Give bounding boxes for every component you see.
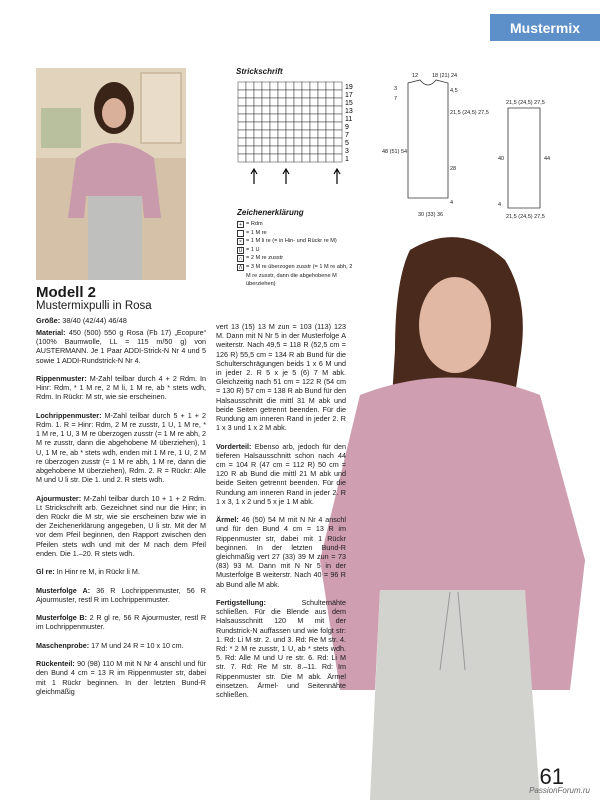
chart-cell <box>270 98 278 106</box>
chart-cell <box>254 98 262 106</box>
paragraph <box>216 598 346 699</box>
chart-cell <box>254 90 262 98</box>
chart-title: Strickschrift <box>236 67 283 76</box>
chart-cell <box>302 90 310 98</box>
paragraph <box>36 659 206 696</box>
chart-cell <box>278 130 286 138</box>
chart-cell <box>286 114 294 122</box>
paragraph <box>36 641 206 650</box>
size-schematic <box>380 68 570 233</box>
chart-cell <box>254 146 262 154</box>
chart-cell <box>286 106 294 114</box>
chart-cell <box>278 106 286 114</box>
chart-cell <box>246 98 254 106</box>
chart-cell <box>310 146 318 154</box>
chart-cell <box>270 114 278 122</box>
paragraph-label: Vorderteil: <box>216 441 252 451</box>
chart-cell <box>318 154 326 162</box>
chart-cell <box>294 106 302 114</box>
chart-cell <box>278 90 286 98</box>
chart-cell <box>318 90 326 98</box>
model-title: Modell 2 <box>36 284 97 301</box>
chart-cell <box>334 106 342 114</box>
chart-cell <box>302 122 310 130</box>
chart-cell <box>294 82 302 90</box>
paragraph-text: 46 (50) 54 M mit N Nr 4 anschl und für den Bund 4 cm = 13 R im Rippenmuster str, dabei mit 1 Rückr beginnen. In der letzten Bund-R gleichmäßig vert 27 (33) 39 M zun = 73 (83) 93 M. Dann mit N Nr 5 in der Musterfolge B weiterstr. Nach 40 = 96 R ab Bund alle M abk. <box>216 515 347 589</box>
chart-cell <box>262 146 270 154</box>
legend-text: = 1 U <box>246 246 260 253</box>
chart-cell <box>270 146 278 154</box>
chart-cell <box>302 146 310 154</box>
paragraph-label: Material: <box>36 328 66 337</box>
chart-cell <box>278 154 286 162</box>
watermark: PassionForum.ru <box>529 786 590 795</box>
chart-cell <box>326 122 334 130</box>
dim-label: 44 <box>544 156 551 162</box>
chart-cell <box>326 146 334 154</box>
legend-text: = 1 M li re (= in Hin- und Rückr re M) <box>246 238 337 245</box>
chart-cell <box>334 138 342 146</box>
chart-row-label: 5 <box>345 140 349 147</box>
chart-cell <box>270 122 278 130</box>
chart-cell <box>294 130 302 138</box>
chart-cell <box>238 106 246 114</box>
chart-cell <box>310 122 318 130</box>
chart-cell <box>246 90 254 98</box>
legend-symbol: + <box>237 221 244 228</box>
chart-cell <box>278 114 286 122</box>
paragraph-text: vert 13 (15) 13 M zun = 103 (113) 123 M. Dann mit N Nr 5 in der Musterfolge A weiterstr. Nach 49,5 = 118 R (52,5 cm = 126 R) 55,5 cm = 134 R ab Bund für die Schulterschrägungen beids 1 x 6 M und in jeder 2. R 5 x je 5 (6) 7 M abk. Gleichzeitig nach 51 cm = 122 R (54 cm = 130 R) 57 cm = 138 R ab Bund für den Halsausschnitt die mittl 31 M abk und beide Seiten getrennt beenden. Für die Rundung am inneren Rand in jeder 2. R 1 x 3 und 1 x 2 M abk. <box>216 322 346 433</box>
chart-cell <box>262 138 270 146</box>
chart-cell <box>302 82 310 90</box>
section-tag: Mustermix <box>490 14 600 41</box>
dim-label: 4 <box>498 202 502 208</box>
paragraph <box>216 322 346 432</box>
chart-cell <box>318 82 326 90</box>
chart-cell <box>326 98 334 106</box>
legend-item <box>237 229 357 238</box>
chart-cell <box>310 138 318 146</box>
legend-item <box>237 263 357 289</box>
paragraph-label: Rippenmuster: <box>36 374 87 383</box>
paragraph-label: Lochrippenmuster: <box>36 410 102 420</box>
paragraph-text: In Hinr re M, in Rückr li M. <box>56 567 140 577</box>
dim-label: 4,5 <box>450 88 458 94</box>
chart-cell <box>270 82 278 90</box>
chart-cell <box>262 90 270 98</box>
chart-cell <box>334 114 342 122</box>
chart-cell <box>294 122 302 130</box>
chart-cell <box>286 138 294 146</box>
dim-label: 21,5 (24,5) 27,5 <box>506 100 545 106</box>
chart-row-label: 3 <box>345 148 349 155</box>
legend-title: Zeichenerklärung <box>237 208 304 217</box>
chart-cell <box>238 82 246 90</box>
chart-cell <box>286 130 294 138</box>
chart-cell <box>334 130 342 138</box>
chart-cell <box>326 154 334 162</box>
chart-cell <box>286 146 294 154</box>
chart-cell <box>270 106 278 114</box>
chart-cell <box>334 90 342 98</box>
chart-cell <box>254 130 262 138</box>
chart-cell <box>302 114 310 122</box>
legend-item <box>237 237 357 246</box>
knitting-chart <box>236 80 366 195</box>
paragraph <box>36 494 206 558</box>
chart-cell <box>254 114 262 122</box>
size-value: 38/40 (42/44) 46/48 <box>62 316 127 325</box>
chart-cell <box>254 82 262 90</box>
chart-cell <box>326 130 334 138</box>
legend-symbol: ∩ <box>238 256 243 263</box>
paragraph-text: 90 (98) 110 M mit N Nr 4 anschl und für den Bund 4 cm = 13 R im Rippenmuster str, dabei mit 1 Rückr beginnen. In der letzten Bund-R gleichmäßig <box>36 659 207 696</box>
model-photo-small <box>36 68 186 280</box>
chart-cell <box>262 122 270 130</box>
paragraph <box>216 442 346 506</box>
dim-label: 4 <box>450 200 454 206</box>
chart-row-label: 13 <box>345 108 353 115</box>
chart-cell <box>238 130 246 138</box>
size-label: Größe: <box>36 316 61 325</box>
chart-cell <box>294 98 302 106</box>
paragraph-text: 2 R gl re, 56 R Ajourmuster, restl R im Lochrippenmuster. <box>36 613 207 632</box>
legend-item <box>237 246 357 255</box>
chart-cell <box>294 146 302 154</box>
chart-cell <box>334 82 342 90</box>
chart-cell <box>294 154 302 162</box>
legend-symbol: U <box>238 247 243 254</box>
instructions-column-1 <box>36 328 206 705</box>
chart-cell <box>302 138 310 146</box>
paragraph-label: Ärmel: <box>216 515 239 525</box>
chart-cell <box>302 106 310 114</box>
dim-label: 7 <box>394 96 398 102</box>
chart-cell <box>318 130 326 138</box>
chart-cell <box>318 114 326 122</box>
dim-label: 21,5 (24,5) 27,5 <box>506 214 545 220</box>
chart-cell <box>286 122 294 130</box>
paragraph-text: 17 M und 24 R = 10 x 10 cm. <box>91 640 184 650</box>
paragraph-text: Schulternähte schließen. Für die Blende aus dem Halsausschnitt 120 M mit der Rundstrick-N auffassen und wie folgt str: 1. Rd: Li M str. 2. und 3. Rd: Re M str. 4. Rd: * 2 M re zusstr, 1 U, ab * stets wdh. 5. Rd: Alle M und U re str. 6. Rd: Li M str. 7. Rd: Re M str. 8.–11. Rd: Im Rippenmuster str. Die M abk. Ärmel einsetzen. Ärmel- und Seitennähte schließen. <box>216 598 346 700</box>
paragraph-text: 450 (500) 550 g Rosa (Fb 17) „Ecopure“ (100% Baumwolle, LL = 115 m/50 g) von AUSTERMANN. Je 1 Paar ADDI-Strick-N Nr 4 und 5 sowie 1 ADDI-Rundstrick-N Nr 4. <box>36 328 207 365</box>
chart-cell <box>318 138 326 146</box>
paragraph-label: Ajourmuster: <box>36 493 82 503</box>
paragraph <box>36 411 206 485</box>
chart-cell <box>334 146 342 154</box>
paragraph-text: Ebenso arb, jedoch für den tieferen Halsausschnitt schon nach 44 cm = 104 R (47 cm = 112 R) 50 cm = 120 R ab Bund die mittl 21 M abk und beide Seiten getrennt beenden. Für die Rundung am inneren Rand in jeder 2. R 1 x 3, 1 x 2 und 5 x je 1 M abk. <box>216 441 347 506</box>
chart-cell <box>246 122 254 130</box>
chart-cell <box>326 90 334 98</box>
chart-cell <box>286 90 294 98</box>
chart-cell <box>310 154 318 162</box>
instructions-column-2 <box>216 322 346 708</box>
chart-cell <box>318 98 326 106</box>
chart-cell <box>262 82 270 90</box>
paragraph-text: M-Zahl teilbar durch 5 + 1 + 2 Rdm. 1. R = Hinr: Rdm, 2 M re zusstr, 1 U, 1 M re, * 1 M re, 1 U, 3 M re überzogen zusstr (= 1 M re abh, 2 M re zusstr, dann die abgehobene M überziehen), 1 U, 1 M re, ab * stets wdh, enden mit 1 M re, 1 U, 2 M re überzogen zusstr (= 1 M re abh, 1 M re, dann die abgehobene M überziehen), Rdm. 2. R = Rückr: Alle M und U li str. Die 1. und 2. R stets wdh. <box>36 410 206 485</box>
chart-cell <box>326 82 334 90</box>
chart-cell <box>246 154 254 162</box>
model-subtitle: Mustermixpulli in Rosa <box>36 300 152 312</box>
page-number: 61 <box>539 764 564 789</box>
chart-cell <box>286 154 294 162</box>
chart-cell <box>310 114 318 122</box>
dim-label: 21,5 (24,5) 27,5 <box>450 110 489 116</box>
chart-cell <box>254 106 262 114</box>
chart-cell <box>238 90 246 98</box>
chart-row-label: 11 <box>345 116 353 123</box>
chart-cell <box>270 138 278 146</box>
legend-item <box>237 254 357 263</box>
paragraph-label: Gl re: <box>36 567 55 577</box>
chart-cell <box>270 130 278 138</box>
paragraph-text: M-Zahl teilbar durch 10 + 1 + 2 Rdm. Lt Strickschrift arb. Gezeichnet sind nur die Hinr; in den Rückr die M str, wie sie erscheinen bzw wie in der Zeichenerklärung angegeben, U li str. Mit der M vor dem Pfeil beginnen, den Rapport zwischen den Pfeilen stets wdh und mit der M nach dem Pfeil enden. Die 1.–20. R stets wdh. <box>36 493 207 558</box>
chart-cell <box>278 122 286 130</box>
chart-cell <box>310 130 318 138</box>
chart-cell <box>270 90 278 98</box>
chart-cell <box>262 114 270 122</box>
dim-label: 48 (51) 54 <box>382 149 408 155</box>
legend-item <box>237 220 357 229</box>
chart-cell <box>238 146 246 154</box>
chart-cell <box>246 130 254 138</box>
chart-cell <box>302 154 310 162</box>
paragraph-text: 36 R Lochrippenmuster, 56 R Ajourmuster, restl R im Lochrippenmuster. <box>36 585 206 604</box>
chart-row-label: 9 <box>345 124 349 131</box>
chart-row-label: 17 <box>345 92 353 99</box>
legend-text: = 1 M re <box>246 229 267 236</box>
chart-cell <box>334 98 342 106</box>
chart-cell <box>302 130 310 138</box>
chart-cell <box>286 82 294 90</box>
chart-cell <box>246 106 254 114</box>
chart-row-label: 7 <box>345 132 349 139</box>
paragraph <box>36 567 206 576</box>
chart-cell <box>326 114 334 122</box>
legend-text: = Rdm <box>246 221 263 227</box>
chart-cell <box>318 106 326 114</box>
chart-cell <box>310 106 318 114</box>
chart-cell <box>310 82 318 90</box>
chart-row-label: 15 <box>345 100 353 107</box>
dim-label: 18 (21) 24 <box>432 73 458 79</box>
chart-cell <box>262 130 270 138</box>
paragraph <box>36 586 206 604</box>
paragraph-label: Fertigstellung: <box>216 598 266 608</box>
chart-cell <box>334 122 342 130</box>
chart-cell <box>254 154 262 162</box>
chart-cell <box>246 82 254 90</box>
legend <box>237 220 357 289</box>
chart-cell <box>310 90 318 98</box>
chart-cell <box>318 146 326 154</box>
chart-cell <box>278 98 286 106</box>
chart-cell <box>246 138 254 146</box>
dim-label: 3 <box>394 86 398 92</box>
chart-cell <box>294 138 302 146</box>
chart-row-label: 19 <box>345 84 353 91</box>
dim-label: 12 <box>412 73 419 79</box>
chart-cell <box>310 98 318 106</box>
chart-cell <box>318 122 326 130</box>
chart-cell <box>326 106 334 114</box>
chart-cell <box>254 122 262 130</box>
chart-cell <box>262 98 270 106</box>
dim-label: 30 (33) 36 <box>418 212 444 218</box>
dim-label: 40 <box>498 156 505 162</box>
legend-text: = 3 M re überzogen zusstr (= 1 M re abh, 2 M re zusstr, dann die abgehobene M überziehen) <box>246 263 353 288</box>
legend-symbol: Λ <box>238 264 243 271</box>
chart-cell <box>294 90 302 98</box>
chart-cell <box>326 138 334 146</box>
chart-cell <box>278 82 286 90</box>
paragraph-text: M-Zahl teilbar durch 4 + 2 Rdm. In Hinr: Rdm, * 1 M re, 2 M li, 1 M re, ab * stets wdh, Rdm. In Rückr: M str, wie sie erscheinen. <box>36 374 206 402</box>
chart-cell <box>254 138 262 146</box>
chart-cell <box>294 114 302 122</box>
legend-text: = 2 M re zusstr <box>246 255 284 262</box>
chart-row-label: 1 <box>345 156 349 163</box>
paragraph <box>36 613 206 631</box>
legend-symbol <box>237 230 244 237</box>
chart-cell <box>246 146 254 154</box>
chart-cell <box>278 138 286 146</box>
paragraph <box>36 374 206 402</box>
legend-symbol: × <box>237 238 244 245</box>
dim-label: 28 <box>450 166 457 172</box>
size-line <box>36 316 127 325</box>
chart-cell <box>302 98 310 106</box>
chart-cell <box>238 122 246 130</box>
chart-cell <box>238 98 246 106</box>
paragraph-label: Rückenteil: <box>36 659 75 669</box>
chart-cell <box>262 154 270 162</box>
paragraph <box>36 328 206 365</box>
chart-cell <box>334 154 342 162</box>
chart-cell <box>278 146 286 154</box>
chart-cell <box>270 154 278 162</box>
chart-cell <box>262 106 270 114</box>
paragraph-label: Maschenprobe: <box>36 640 90 650</box>
paragraph <box>216 515 346 589</box>
chart-cell <box>238 138 246 146</box>
chart-cell <box>238 114 246 122</box>
chart-cell <box>238 154 246 162</box>
chart-cell <box>286 98 294 106</box>
paragraph-label: Musterfolge A: <box>36 585 91 595</box>
paragraph-label: Musterfolge B: <box>36 613 87 623</box>
chart-cell <box>246 114 254 122</box>
